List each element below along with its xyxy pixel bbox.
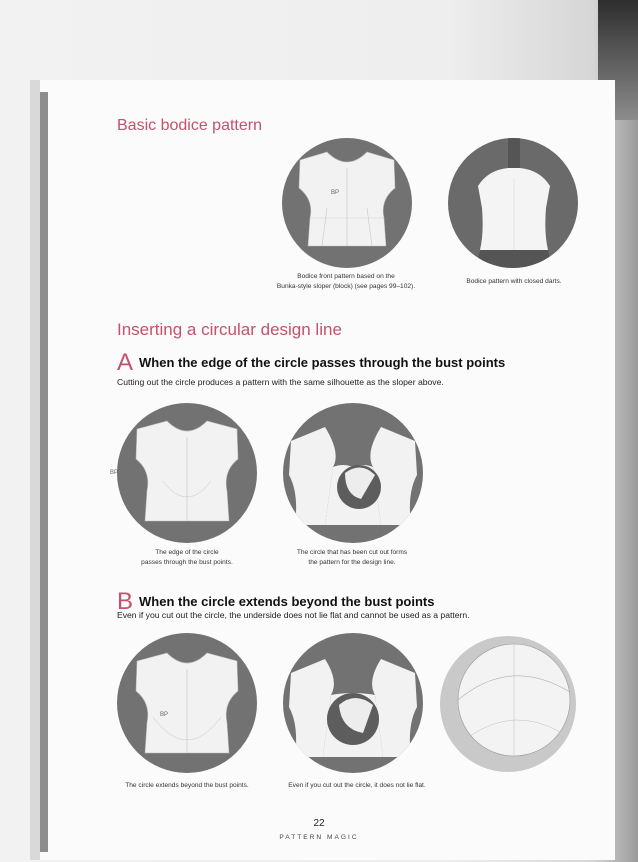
section-title-circular-design: Inserting a circular design line	[117, 320, 342, 339]
page-margin-bar	[40, 92, 48, 852]
caption-a-left	[117, 548, 257, 568]
heading-letter: A	[117, 349, 134, 376]
caption-line: Bodice front pattern based on the	[297, 273, 395, 280]
caption-line: The circle that has been cut out forms	[296, 549, 408, 556]
description-a: Cutting out the circle produces a pattern with the same silhouette as the sloper above.	[117, 377, 444, 387]
caption-a-right	[272, 548, 432, 568]
figure-b-not-flat	[440, 636, 576, 772]
bp-label: BP	[110, 470, 119, 476]
heading-text: When the edge of the circle passes through the bust points	[139, 355, 506, 370]
bp-label: BP	[331, 190, 340, 196]
figure-bodice-closed-darts	[448, 138, 578, 268]
figure-bodice-front-pattern	[282, 138, 412, 268]
page-edge	[30, 80, 40, 860]
heading-letter: B	[117, 588, 134, 615]
figure-b-circle-beyond-bp	[117, 633, 257, 773]
heading-text: When the circle extends beyond the bust points	[139, 594, 435, 609]
caption-b-middle: Even if you cut out the circle, it does not lie flat.	[288, 782, 426, 789]
figure-a-circle-through-bp	[117, 403, 257, 543]
caption-b-left: The circle extends beyond the bust points.	[125, 782, 249, 789]
caption-bodice-front	[266, 272, 426, 292]
book-title: PATTERN MAGIC	[279, 834, 359, 841]
figure-a-circle-cut-out	[283, 403, 423, 543]
section-title-basic-bodice: Basic bodice pattern	[117, 117, 262, 134]
heading-a	[117, 349, 505, 377]
caption-closed-darts: Bodice pattern with closed darts.	[466, 278, 562, 285]
description-b: Even if you cut out the circle, the underside does not lie flat and cannot be used as a pattern.	[117, 610, 470, 620]
caption-line: The edge of the circle	[155, 549, 219, 556]
figure-b-cut-circle	[283, 633, 423, 773]
caption-line: Bunka-style sloper (block) (see pages 99–102).	[276, 283, 416, 290]
page-number: 22	[313, 818, 325, 829]
bp-label: BP	[160, 712, 169, 718]
caption-line: passes through the bust points.	[141, 559, 233, 566]
caption-line: the pattern for the design line.	[308, 559, 396, 566]
